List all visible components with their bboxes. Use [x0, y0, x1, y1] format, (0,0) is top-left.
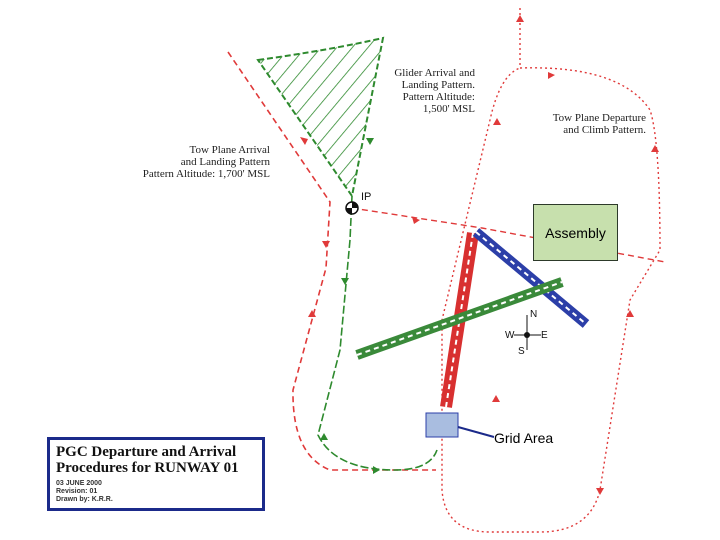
grid-area-label: Grid Area [494, 430, 554, 446]
compass-south: S [518, 346, 525, 357]
compass-rose-icon [514, 315, 541, 350]
tow-arrival-line3: Pattern Altitude: 1,700' MSL [142, 168, 270, 180]
title-drawn-by: Drawn by: K.R.R. [56, 496, 113, 503]
compass-west: W [505, 330, 515, 341]
glider-label-line3: Pattern Altitude: [402, 91, 475, 103]
assembly-area-button[interactable] [533, 204, 618, 261]
title-line2: Procedures for RUNWAY 01 [56, 460, 239, 476]
ip-label: IP [361, 191, 372, 203]
tow-arrival-line2: and Landing Pattern [180, 156, 270, 168]
grid-area-box [426, 413, 458, 437]
title-block [47, 437, 265, 511]
compass-east: E [541, 330, 548, 341]
tow-departure-line2: and Climb Pattern. [563, 124, 646, 136]
ip-marker-icon [346, 202, 358, 214]
glider-pattern-label [360, 67, 475, 115]
tow-departure-label [520, 112, 646, 136]
glider-landing-pattern-area [258, 38, 383, 196]
assembly-label: Assembly [545, 224, 606, 241]
glider-label-line2: Landing Pattern. [401, 79, 475, 91]
tow-arrival-label [110, 144, 270, 180]
title-line1: PGC Departure and Arrival [56, 444, 237, 460]
tow-departure-line1: Tow Plane Departure [552, 112, 646, 124]
tow-arrival-line1: Tow Plane Arrival [189, 144, 270, 156]
glider-label-line4: 1,500' MSL [422, 103, 475, 115]
title-date: 03 JUNE 2000 [56, 480, 102, 487]
compass-north: N [530, 309, 538, 320]
grid-area-leader [458, 427, 494, 437]
title-main [56, 444, 256, 476]
title-revision: Revision: 01 [56, 488, 98, 495]
glider-label-line1: Glider Arrival and [394, 67, 475, 79]
